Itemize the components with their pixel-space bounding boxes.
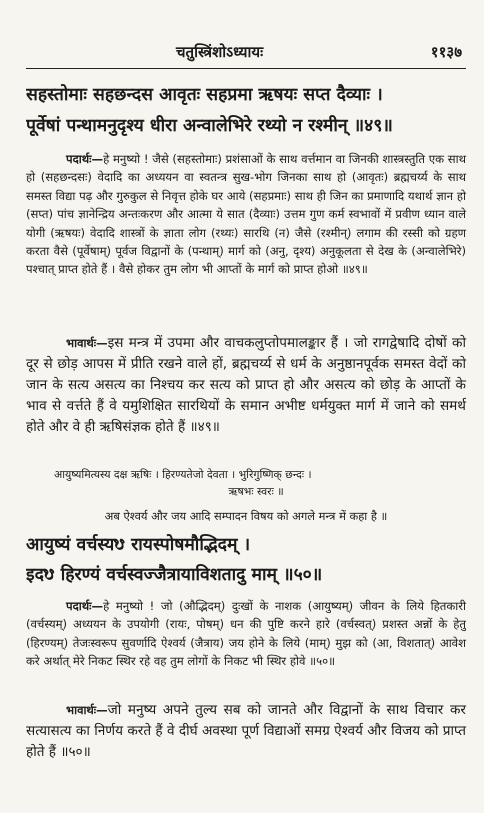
mantra-50-metadata (26, 466, 466, 500)
mantra-49-line-2: पूर्वेषां पन्थामनुदृश्य धीरा अन्वालेभिरे रथ्यो न रश्मीन् ॥४९॥ (26, 116, 393, 136)
bhavartha-49 (26, 333, 466, 438)
padartha-label: पदार्थः— (66, 152, 104, 166)
rishi-devata-chhanda: आयुष्यमित्यस्य दक्ष ऋषिः । हिरण्यतेजो देवता । भुरिगुष्णिक् छन्दः । (54, 468, 312, 481)
padartha-49 (26, 150, 466, 279)
bhavartha-50 (26, 700, 466, 763)
svara: ऋषभः स्वरः ॥ (228, 485, 284, 498)
padartha-text: हे मनुष्यो ! जो (औद्भिदम्) दुःखों के नाशक (आयुष्यम्) जीवन के लिये हितकारी (वर्चस्यम्) अध्ययन के उपयोगी (रायः, पोषम्) धन की पुष्टि करने हारे (वर्चस्वत्) प्रशस्त अन्नों के हेतु (हिरण्यम्) तेजःस्वरूप सुवर्णादि ऐश्वर्य (जैत्राय) जय होने के लिये (माम्) मुझ को (आ, विशतात्) आवेश करे अर्थात् मेरे निकट स्थिर रहे वह तुम लोगों के निकट भी स्थिर होवे ॥५०॥ (26, 599, 466, 669)
bhavartha-text: इस मन्त्र में उपमा और वाचकलुप्तोपमालङ्कार हैं । जो रागद्वेषादि दोषों को दूर से छोड़ आपस में प्रीति रखने वाले हों, ब्रह्मचर्य्य से धर्म के अनुष्ठानपूर्वक समस्त वेदों को जान के सत्य असत्य का निश्चय कर सत्य को प्राप्त हो और असत्य को छोड़ के आप्तों के भाव से वर्त्तते हैं वे यमुशिक्षित सारथियों के समान अभीष्ट धर्मयुक्त मार्ग में जाने को समर्थ होते और वे ही ऋषिसंज्ञक होते हैं ॥४९॥ (26, 335, 466, 435)
page-number: ११३७ (430, 43, 462, 61)
bhavartha-label: भावार्थः— (66, 703, 108, 717)
bhavartha-label: भावार्थः— (66, 336, 108, 350)
bhavartha-text: जो मनुष्य अपने तुल्य सब को जानते और विद्वानों के साथ विचार कर सत्यासत्य का निर्णय करते हैं वे दीर्घ अवस्था पूर्ण विद्याओं समग्र ऐश्वर्य और विजय को प्राप्त होते हैं ॥५०॥ (26, 702, 466, 760)
mantra-49-line-1: सहस्तोमाः सहछन्दस आवृतः सहप्रमा ऋषयः सप्त दैव्याः । (26, 85, 383, 105)
mantra-50-line-2: इदᳪ हिरण्यं वर्चस्वज्जैत्रायाविशतादु माम् ॥५०॥ (26, 565, 323, 585)
padartha-50 (26, 597, 466, 671)
mantra-50-line-1: आयुष्यं वर्चस्यᳪ रायस्पोषमौद्भिदम् । (26, 535, 251, 555)
padartha-label: पदार्थः— (66, 599, 104, 613)
chapter-title: चतुस्त्रिंशोऽध्यायः (176, 43, 264, 61)
padartha-text: हे मनुष्यो ! जैसे (सहस्तोमाः) प्रशंसाओं के साथ वर्त्तमान वा जिनकी शास्त्रस्तुति एक साथ हो (सहछन्दसः) वेदादि का अध्ययन वा स्वतन्त्र सुख-भोग जिनका साथ हो (आवृतः) ब्रह्मचर्य्य के साथ समस्त विद्या पढ़ और गुरुकुल से निवृत्त होके घर आये (सहप्रमाः) साथ ही जिन का प्रमाणादि यथार्थ ज्ञान हो (सप्त) पांच ज्ञानेन्द्रिय अन्तःकरण और आत्मा ये सात (दैव्याः) उत्तम गुण कर्म स्वभावों में प्रवीण ध्यान वाले योगी (ऋषयः) वेदादि शास्त्रों के ज्ञाता लोग (रथ्यः) सारथि (न) जैसे (रश्मीन्) लगाम की रस्सी को ग्रहण करता वैसे (पूर्वेषाम्) पूर्वज विद्वानों के (पन्थाम्) मार्ग को (अनु, दृश्य) अनुकूलता से देख के (अन्वालेभिरे) पश्चात् प्राप्त होते हैं । वैसे होकर तुम लोग भी आप्तों के मार्ग को प्राप्त होओ ॥४९॥ (26, 152, 466, 277)
mantra-50-intro: अब ऐश्वर्य और जय आदि सम्पादन विषय को अगले मन्त्र में कहा है ॥ (104, 509, 388, 523)
running-header (26, 40, 466, 66)
header-rule (26, 68, 466, 69)
